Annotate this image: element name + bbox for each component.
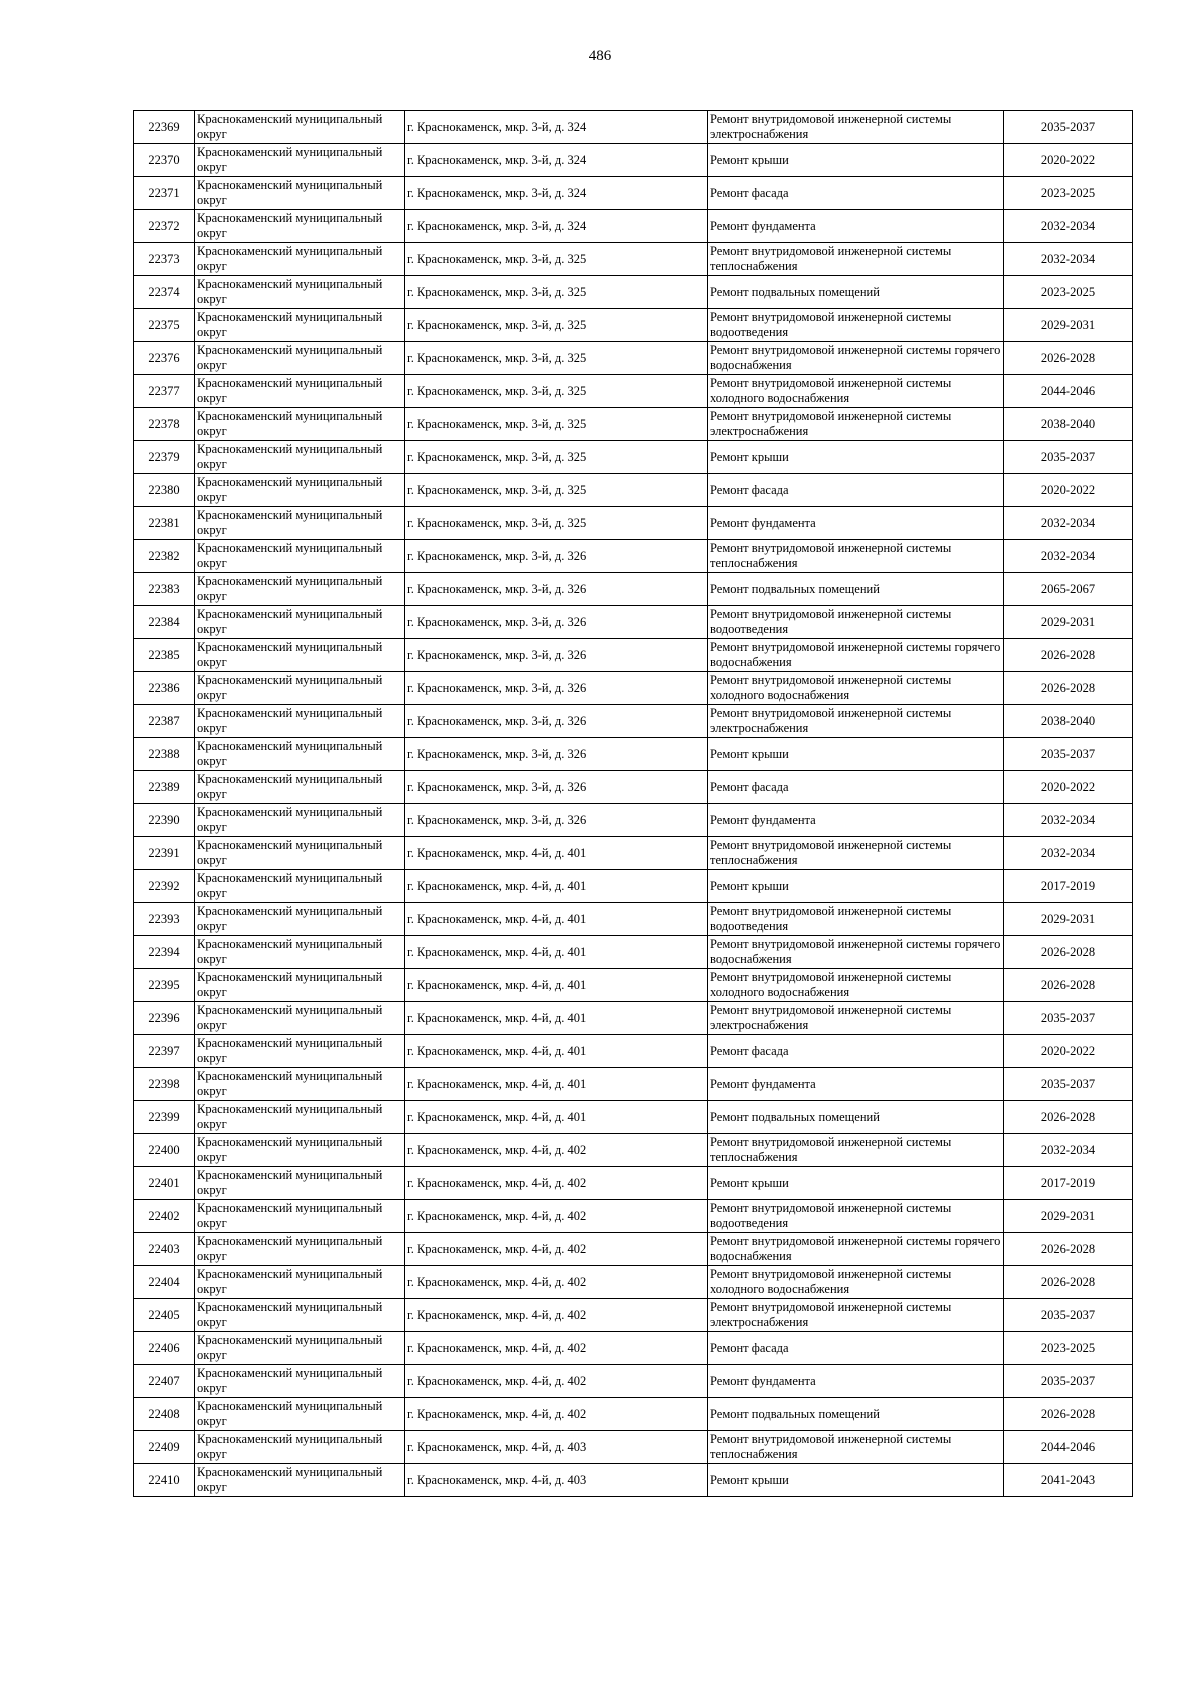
period-cell: 2035-2037 — [1004, 1299, 1133, 1332]
table-row — [134, 243, 1133, 276]
address-cell: г. Краснокаменск, мкр. 3-й, д. 325 — [405, 342, 708, 375]
municipality-cell: Краснокаменский муниципальный округ — [195, 441, 405, 474]
municipality-cell: Краснокаменский муниципальный округ — [195, 177, 405, 210]
address-cell: г. Краснокаменск, мкр. 3-й, д. 325 — [405, 474, 708, 507]
row-number-cell: 22395 — [134, 969, 195, 1002]
period-cell: 2035-2037 — [1004, 1365, 1133, 1398]
work-type-cell: Ремонт внутридомовой инженерной системы теплоснабжения — [708, 837, 1004, 870]
table-row — [134, 969, 1133, 1002]
row-number-cell: 22370 — [134, 144, 195, 177]
work-type-cell: Ремонт крыши — [708, 144, 1004, 177]
work-type-cell: Ремонт внутридомовой инженерной системы водоотведения — [708, 309, 1004, 342]
period-cell: 2020-2022 — [1004, 474, 1133, 507]
address-cell: г. Краснокаменск, мкр. 3-й, д. 325 — [405, 375, 708, 408]
address-cell: г. Краснокаменск, мкр. 3-й, д. 326 — [405, 705, 708, 738]
municipality-cell: Краснокаменский муниципальный округ — [195, 276, 405, 309]
work-type-cell: Ремонт фасада — [708, 1332, 1004, 1365]
period-cell: 2029-2031 — [1004, 309, 1133, 342]
address-cell: г. Краснокаменск, мкр. 4-й, д. 401 — [405, 936, 708, 969]
period-cell: 2026-2028 — [1004, 672, 1133, 705]
address-cell: г. Краснокаменск, мкр. 4-й, д. 402 — [405, 1167, 708, 1200]
address-cell: г. Краснокаменск, мкр. 4-й, д. 401 — [405, 1035, 708, 1068]
work-type-cell: Ремонт внутридомовой инженерной системы электроснабжения — [708, 1002, 1004, 1035]
period-cell: 2035-2037 — [1004, 738, 1133, 771]
work-type-cell: Ремонт фасада — [708, 474, 1004, 507]
municipality-cell: Краснокаменский муниципальный округ — [195, 1200, 405, 1233]
work-type-cell: Ремонт фундамента — [708, 507, 1004, 540]
table-row — [134, 1398, 1133, 1431]
work-type-cell: Ремонт внутридомовой инженерной системы электроснабжения — [708, 408, 1004, 441]
work-type-cell: Ремонт фундамента — [708, 1068, 1004, 1101]
row-number-cell: 22407 — [134, 1365, 195, 1398]
table-row — [134, 837, 1133, 870]
table-row — [134, 375, 1133, 408]
period-cell: 2026-2028 — [1004, 342, 1133, 375]
table-row — [134, 111, 1133, 144]
table-row — [134, 309, 1133, 342]
period-cell: 2032-2034 — [1004, 243, 1133, 276]
work-type-cell: Ремонт внутридомовой инженерной системы электроснабжения — [708, 705, 1004, 738]
work-type-cell: Ремонт внутридомовой инженерной системы холодного водоснабжения — [708, 375, 1004, 408]
municipality-cell: Краснокаменский муниципальный округ — [195, 375, 405, 408]
row-number-cell: 22374 — [134, 276, 195, 309]
municipality-cell: Краснокаменский муниципальный округ — [195, 969, 405, 1002]
period-cell: 2026-2028 — [1004, 1266, 1133, 1299]
period-cell: 2026-2028 — [1004, 969, 1133, 1002]
period-cell: 2032-2034 — [1004, 1134, 1133, 1167]
table-row — [134, 144, 1133, 177]
municipality-cell: Краснокаменский муниципальный округ — [195, 1101, 405, 1134]
work-type-cell: Ремонт внутридомовой инженерной системы теплоснабжения — [708, 1134, 1004, 1167]
address-cell: г. Краснокаменск, мкр. 3-й, д. 326 — [405, 804, 708, 837]
table-row — [134, 507, 1133, 540]
period-cell: 2020-2022 — [1004, 771, 1133, 804]
municipality-cell: Краснокаменский муниципальный округ — [195, 1266, 405, 1299]
row-number-cell: 22392 — [134, 870, 195, 903]
municipality-cell: Краснокаменский муниципальный округ — [195, 210, 405, 243]
row-number-cell: 22394 — [134, 936, 195, 969]
table-row — [134, 1002, 1133, 1035]
page-number: 486 — [588, 48, 612, 64]
work-type-cell: Ремонт внутридомовой инженерной системы горячего водоснабжения — [708, 342, 1004, 375]
period-cell: 2023-2025 — [1004, 177, 1133, 210]
municipality-cell: Краснокаменский муниципальный округ — [195, 1398, 405, 1431]
row-number-cell: 22380 — [134, 474, 195, 507]
row-number-cell: 22383 — [134, 573, 195, 606]
address-cell: г. Краснокаменск, мкр. 3-й, д. 325 — [405, 408, 708, 441]
row-number-cell: 22410 — [134, 1464, 195, 1497]
address-cell: г. Краснокаменск, мкр. 4-й, д. 401 — [405, 903, 708, 936]
work-type-cell: Ремонт подвальных помещений — [708, 276, 1004, 309]
period-cell: 2026-2028 — [1004, 1233, 1133, 1266]
municipality-cell: Краснокаменский муниципальный округ — [195, 738, 405, 771]
row-number-cell: 22378 — [134, 408, 195, 441]
address-cell: г. Краснокаменск, мкр. 4-й, д. 401 — [405, 1068, 708, 1101]
municipality-cell: Краснокаменский муниципальный округ — [195, 540, 405, 573]
municipality-cell: Краснокаменский муниципальный округ — [195, 672, 405, 705]
row-number-cell: 22376 — [134, 342, 195, 375]
period-cell: 2017-2019 — [1004, 870, 1133, 903]
row-number-cell: 22403 — [134, 1233, 195, 1266]
row-number-cell: 22377 — [134, 375, 195, 408]
work-type-cell: Ремонт крыши — [708, 441, 1004, 474]
table-row — [134, 1332, 1133, 1365]
municipality-cell: Краснокаменский муниципальный округ — [195, 870, 405, 903]
period-cell: 2041-2043 — [1004, 1464, 1133, 1497]
address-cell: г. Краснокаменск, мкр. 3-й, д. 326 — [405, 738, 708, 771]
row-number-cell: 22389 — [134, 771, 195, 804]
period-cell: 2029-2031 — [1004, 606, 1133, 639]
table-row — [134, 276, 1133, 309]
period-cell: 2035-2037 — [1004, 111, 1133, 144]
period-cell: 2020-2022 — [1004, 1035, 1133, 1068]
municipality-cell: Краснокаменский муниципальный округ — [195, 1365, 405, 1398]
table-row — [134, 639, 1133, 672]
address-cell: г. Краснокаменск, мкр. 3-й, д. 324 — [405, 144, 708, 177]
municipality-cell: Краснокаменский муниципальный округ — [195, 1431, 405, 1464]
row-number-cell: 22391 — [134, 837, 195, 870]
municipality-cell: Краснокаменский муниципальный округ — [195, 903, 405, 936]
municipality-cell: Краснокаменский муниципальный округ — [195, 474, 405, 507]
row-number-cell: 22398 — [134, 1068, 195, 1101]
table-row — [134, 738, 1133, 771]
municipality-cell: Краснокаменский муниципальный округ — [195, 639, 405, 672]
work-type-cell: Ремонт подвальных помещений — [708, 1398, 1004, 1431]
row-number-cell: 22384 — [134, 606, 195, 639]
work-type-cell: Ремонт внутридомовой инженерной системы горячего водоснабжения — [708, 1233, 1004, 1266]
municipality-cell: Краснокаменский муниципальный округ — [195, 804, 405, 837]
address-cell: г. Краснокаменск, мкр. 3-й, д. 325 — [405, 276, 708, 309]
period-cell: 2026-2028 — [1004, 1101, 1133, 1134]
address-cell: г. Краснокаменск, мкр. 4-й, д. 403 — [405, 1431, 708, 1464]
row-number-cell: 22409 — [134, 1431, 195, 1464]
municipality-cell: Краснокаменский муниципальный округ — [195, 1233, 405, 1266]
address-cell: г. Краснокаменск, мкр. 3-й, д. 326 — [405, 639, 708, 672]
table-row — [134, 210, 1133, 243]
address-cell: г. Краснокаменск, мкр. 3-й, д. 325 — [405, 309, 708, 342]
work-type-cell: Ремонт фундамента — [708, 804, 1004, 837]
work-type-cell: Ремонт внутридомовой инженерной системы водоотведения — [708, 606, 1004, 639]
work-type-cell: Ремонт внутридомовой инженерной системы электроснабжения — [708, 1299, 1004, 1332]
period-cell: 2044-2046 — [1004, 375, 1133, 408]
table-row — [134, 1101, 1133, 1134]
period-cell: 2035-2037 — [1004, 441, 1133, 474]
municipality-cell: Краснокаменский муниципальный округ — [195, 408, 405, 441]
address-cell: г. Краснокаменск, мкр. 4-й, д. 402 — [405, 1332, 708, 1365]
address-cell: г. Краснокаменск, мкр. 4-й, д. 401 — [405, 837, 708, 870]
municipality-cell: Краснокаменский муниципальный округ — [195, 507, 405, 540]
address-cell: г. Краснокаменск, мкр. 3-й, д. 325 — [405, 243, 708, 276]
address-cell: г. Краснокаменск, мкр. 4-й, д. 402 — [405, 1134, 708, 1167]
row-number-cell: 22401 — [134, 1167, 195, 1200]
table-row — [134, 474, 1133, 507]
row-number-cell: 22390 — [134, 804, 195, 837]
table-row — [134, 177, 1133, 210]
municipality-cell: Краснокаменский муниципальный округ — [195, 936, 405, 969]
work-type-cell: Ремонт крыши — [708, 1167, 1004, 1200]
period-cell: 2029-2031 — [1004, 903, 1133, 936]
address-cell: г. Краснокаменск, мкр. 3-й, д. 324 — [405, 210, 708, 243]
period-cell: 2029-2031 — [1004, 1200, 1133, 1233]
municipality-cell: Краснокаменский муниципальный округ — [195, 1002, 405, 1035]
table-row — [134, 342, 1133, 375]
row-number-cell: 22375 — [134, 309, 195, 342]
period-cell: 2035-2037 — [1004, 1068, 1133, 1101]
address-cell: г. Краснокаменск, мкр. 4-й, д. 402 — [405, 1200, 708, 1233]
work-type-cell: Ремонт внутридомовой инженерной системы водоотведения — [708, 1200, 1004, 1233]
municipality-cell: Краснокаменский муниципальный округ — [195, 1134, 405, 1167]
row-number-cell: 22408 — [134, 1398, 195, 1431]
period-cell: 2065-2067 — [1004, 573, 1133, 606]
address-cell: г. Краснокаменск, мкр. 3-й, д. 326 — [405, 771, 708, 804]
address-cell: г. Краснокаменск, мкр. 4-й, д. 401 — [405, 969, 708, 1002]
table-row — [134, 771, 1133, 804]
period-cell: 2026-2028 — [1004, 639, 1133, 672]
address-cell: г. Краснокаменск, мкр. 3-й, д. 326 — [405, 540, 708, 573]
address-cell: г. Краснокаменск, мкр. 4-й, д. 401 — [405, 1101, 708, 1134]
address-cell: г. Краснокаменск, мкр. 3-й, д. 324 — [405, 111, 708, 144]
table-row — [134, 903, 1133, 936]
municipality-cell: Краснокаменский муниципальный округ — [195, 1332, 405, 1365]
row-number-cell: 22399 — [134, 1101, 195, 1134]
work-type-cell: Ремонт крыши — [708, 870, 1004, 903]
period-cell: 2044-2046 — [1004, 1431, 1133, 1464]
table-row — [134, 540, 1133, 573]
period-cell: 2035-2037 — [1004, 1002, 1133, 1035]
address-cell: г. Краснокаменск, мкр. 4-й, д. 401 — [405, 1002, 708, 1035]
municipality-cell: Краснокаменский муниципальный округ — [195, 309, 405, 342]
work-type-cell: Ремонт фундамента — [708, 210, 1004, 243]
municipality-cell: Краснокаменский муниципальный округ — [195, 837, 405, 870]
row-number-cell: 22381 — [134, 507, 195, 540]
row-number-cell: 22369 — [134, 111, 195, 144]
row-number-cell: 22373 — [134, 243, 195, 276]
row-number-cell: 22406 — [134, 1332, 195, 1365]
municipality-cell: Краснокаменский муниципальный округ — [195, 144, 405, 177]
work-type-cell: Ремонт внутридомовой инженерной системы горячего водоснабжения — [708, 936, 1004, 969]
address-cell: г. Краснокаменск, мкр. 4-й, д. 402 — [405, 1233, 708, 1266]
address-cell: г. Краснокаменск, мкр. 4-й, д. 402 — [405, 1266, 708, 1299]
row-number-cell: 22393 — [134, 903, 195, 936]
table-row — [134, 1365, 1133, 1398]
row-number-cell: 22397 — [134, 1035, 195, 1068]
municipality-cell: Краснокаменский муниципальный округ — [195, 573, 405, 606]
work-type-cell: Ремонт подвальных помещений — [708, 1101, 1004, 1134]
period-cell: 2032-2034 — [1004, 804, 1133, 837]
table-row — [134, 936, 1133, 969]
period-cell: 2038-2040 — [1004, 705, 1133, 738]
row-number-cell: 22388 — [134, 738, 195, 771]
table-row — [134, 705, 1133, 738]
work-type-cell: Ремонт крыши — [708, 1464, 1004, 1497]
repair-schedule-table — [133, 110, 1133, 1497]
table-row — [134, 1200, 1133, 1233]
row-number-cell: 22404 — [134, 1266, 195, 1299]
municipality-cell: Краснокаменский муниципальный округ — [195, 342, 405, 375]
work-type-cell: Ремонт внутридомовой инженерной системы холодного водоснабжения — [708, 969, 1004, 1002]
row-number-cell: 22386 — [134, 672, 195, 705]
municipality-cell: Краснокаменский муниципальный округ — [195, 606, 405, 639]
table-row — [134, 606, 1133, 639]
table-row — [134, 870, 1133, 903]
work-type-cell: Ремонт фундамента — [708, 1365, 1004, 1398]
table-row — [134, 408, 1133, 441]
table-row — [134, 1167, 1133, 1200]
period-cell: 2026-2028 — [1004, 936, 1133, 969]
period-cell: 2023-2025 — [1004, 1332, 1133, 1365]
work-type-cell: Ремонт внутридомовой инженерной системы горячего водоснабжения — [708, 639, 1004, 672]
table-row — [134, 1068, 1133, 1101]
table-row — [134, 1431, 1133, 1464]
work-type-cell: Ремонт внутридомовой инженерной системы теплоснабжения — [708, 540, 1004, 573]
table-row — [134, 804, 1133, 837]
table-body — [134, 111, 1133, 1497]
work-type-cell: Ремонт внутридомовой инженерной системы теплоснабжения — [708, 243, 1004, 276]
work-type-cell: Ремонт фасада — [708, 1035, 1004, 1068]
municipality-cell: Краснокаменский муниципальный округ — [195, 1068, 405, 1101]
row-number-cell: 22385 — [134, 639, 195, 672]
table-row — [134, 1266, 1133, 1299]
work-type-cell: Ремонт крыши — [708, 738, 1004, 771]
row-number-cell: 22379 — [134, 441, 195, 474]
period-cell: 2032-2034 — [1004, 540, 1133, 573]
address-cell: г. Краснокаменск, мкр. 3-й, д. 326 — [405, 672, 708, 705]
table-row — [134, 1134, 1133, 1167]
municipality-cell: Краснокаменский муниципальный округ — [195, 771, 405, 804]
row-number-cell: 22400 — [134, 1134, 195, 1167]
address-cell: г. Краснокаменск, мкр. 4-й, д. 403 — [405, 1464, 708, 1497]
address-cell: г. Краснокаменск, мкр. 3-й, д. 324 — [405, 177, 708, 210]
work-type-cell: Ремонт фасада — [708, 177, 1004, 210]
address-cell: г. Краснокаменск, мкр. 3-й, д. 326 — [405, 573, 708, 606]
address-cell: г. Краснокаменск, мкр. 4-й, д. 402 — [405, 1398, 708, 1431]
repair-schedule-table-container — [133, 110, 1133, 1497]
municipality-cell: Краснокаменский муниципальный округ — [195, 1167, 405, 1200]
table-row — [134, 1233, 1133, 1266]
table-row — [134, 441, 1133, 474]
municipality-cell: Краснокаменский муниципальный округ — [195, 705, 405, 738]
table-row — [134, 1299, 1133, 1332]
work-type-cell: Ремонт фасада — [708, 771, 1004, 804]
address-cell: г. Краснокаменск, мкр. 4-й, д. 402 — [405, 1299, 708, 1332]
municipality-cell: Краснокаменский муниципальный округ — [195, 1299, 405, 1332]
work-type-cell: Ремонт внутридомовой инженерной системы водоотведения — [708, 903, 1004, 936]
row-number-cell: 22402 — [134, 1200, 195, 1233]
period-cell: 2032-2034 — [1004, 507, 1133, 540]
municipality-cell: Краснокаменский муниципальный округ — [195, 1035, 405, 1068]
period-cell: 2032-2034 — [1004, 837, 1133, 870]
period-cell: 2020-2022 — [1004, 144, 1133, 177]
period-cell: 2032-2034 — [1004, 210, 1133, 243]
address-cell: г. Краснокаменск, мкр. 4-й, д. 401 — [405, 870, 708, 903]
work-type-cell: Ремонт внутридомовой инженерной системы холодного водоснабжения — [708, 672, 1004, 705]
table-row — [134, 1464, 1133, 1497]
row-number-cell: 22372 — [134, 210, 195, 243]
period-cell: 2023-2025 — [1004, 276, 1133, 309]
row-number-cell: 22405 — [134, 1299, 195, 1332]
row-number-cell: 22396 — [134, 1002, 195, 1035]
address-cell: г. Краснокаменск, мкр. 3-й, д. 326 — [405, 606, 708, 639]
table-row — [134, 1035, 1133, 1068]
table-row — [134, 573, 1133, 606]
row-number-cell: 22387 — [134, 705, 195, 738]
municipality-cell: Краснокаменский муниципальный округ — [195, 1464, 405, 1497]
work-type-cell: Ремонт внутридомовой инженерной системы теплоснабжения — [708, 1431, 1004, 1464]
address-cell: г. Краснокаменск, мкр. 4-й, д. 402 — [405, 1365, 708, 1398]
address-cell: г. Краснокаменск, мкр. 3-й, д. 325 — [405, 441, 708, 474]
work-type-cell: Ремонт внутридомовой инженерной системы электроснабжения — [708, 111, 1004, 144]
address-cell: г. Краснокаменск, мкр. 3-й, д. 325 — [405, 507, 708, 540]
work-type-cell: Ремонт внутридомовой инженерной системы холодного водоснабжения — [708, 1266, 1004, 1299]
table-row — [134, 672, 1133, 705]
period-cell: 2017-2019 — [1004, 1167, 1133, 1200]
period-cell: 2026-2028 — [1004, 1398, 1133, 1431]
row-number-cell: 22382 — [134, 540, 195, 573]
row-number-cell: 22371 — [134, 177, 195, 210]
municipality-cell: Краснокаменский муниципальный округ — [195, 111, 405, 144]
municipality-cell: Краснокаменский муниципальный округ — [195, 243, 405, 276]
period-cell: 2038-2040 — [1004, 408, 1133, 441]
work-type-cell: Ремонт подвальных помещений — [708, 573, 1004, 606]
